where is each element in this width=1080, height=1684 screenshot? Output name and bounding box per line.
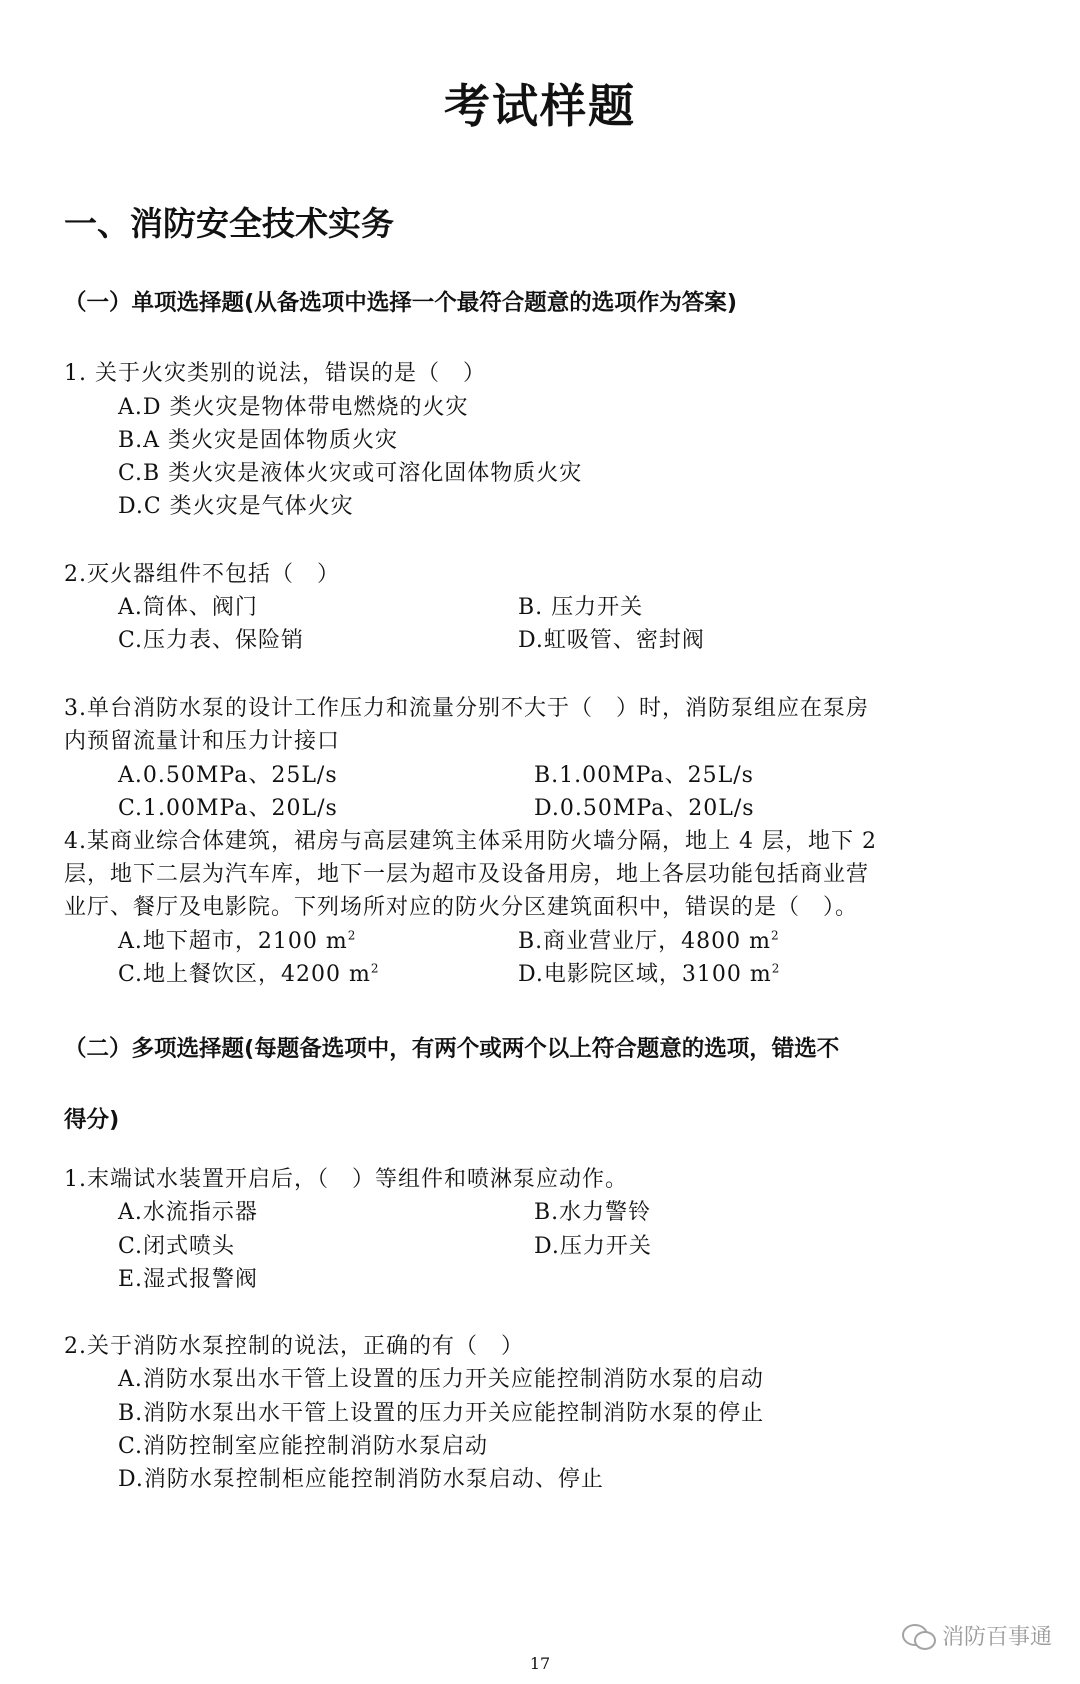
page-title: 考试样题 [444,79,636,133]
mc-question-2-option-b: B.消防水泵出水干管上设置的压力开关应能控制消防水泵的停止 [118,1401,765,1426]
mc-question-2-option-d: D.消防水泵控制柜应能控制消防水泵启动、停止 [118,1467,604,1492]
question-3-option-b: B.1.00MPa、25L/s [534,763,754,788]
question-3-option-c: C.1.00MPa、20L/s [118,796,338,821]
question-4-stem-line1: 4.某商业综合体建筑，裙房与高层建筑主体采用防火墙分隔，地上 4 层，地下 2 [64,829,877,854]
question-4-option-d [518,957,780,988]
question-4-option-d-text: D.电影院区域，3100 m [518,962,772,987]
page-number: 17 [529,1654,551,1673]
mc-question-2-option-a: A.消防水泵出水干管上设置的压力开关应能控制消防水泵的启动 [118,1367,764,1392]
question-4-option-c [118,957,380,988]
question-4-stem-line2: 层，地下二层为汽车库，地下一层为超市及设备用房，地上各层功能包括商业营 [64,862,870,887]
area-unit-superscript: 2 [771,928,780,943]
question-2-stem: 2.灭火器组件不包括（ ） [64,562,340,587]
mc-question-1-option-e: E.湿式报警阀 [118,1267,259,1292]
question-3-stem-line2: 内预留流量计和压力计接口 [64,729,341,754]
question-2-option-a: A.筒体、阀门 [118,595,258,620]
question-1-option-b: B.A 类火灾是固体物质火灾 [118,428,399,453]
question-2-option-b: B. 压力开关 [518,595,644,620]
area-unit-superscript: 2 [347,928,357,943]
mc-question-1-stem: 1.末端试水装置开启后，（ ）等组件和喷淋泵应动作。 [64,1167,628,1192]
question-4-option-b-text: B.商业营业厅，4800 m [518,929,772,954]
wechat-icon [902,1622,936,1650]
question-2-option-d: D.虹吸管、密封阀 [518,628,705,653]
multiple-choice-heading-line1: （二）多项选择题(每题备选项中，有两个或两个以上符合题意的选项，错选不 [64,1036,840,1062]
mc-question-2-option-c: C.消防控制室应能控制消防水泵启动 [118,1434,489,1459]
mc-question-1-option-c: C.闭式喷头 [118,1234,236,1259]
area-unit-superscript: 2 [771,961,781,976]
question-1-stem: 1. 关于火灾类别的说法，错误的是（ ） [64,361,486,386]
question-1-option-d: D.C 类火灾是气体火灾 [118,494,354,519]
question-3-option-d: D.0.50MPa、20L/s [534,796,755,821]
mc-question-2-stem: 2.关于消防水泵控制的说法，正确的有（ ） [64,1334,524,1359]
question-4-option-a-text: A.地下超市，2100 m [118,929,348,954]
question-4-option-c-text: C.地上餐饮区，4200 m [118,962,371,987]
mc-question-1-option-d: D.压力开关 [534,1234,652,1259]
mc-question-1-option-a: A.水流指示器 [118,1200,258,1225]
question-1-option-c: C.B 类火灾是液体火灾或可溶化固体物质火灾 [118,461,583,486]
area-unit-superscript: 2 [370,961,380,976]
question-3-stem-line1: 3.单台消防水泵的设计工作压力和流量分别不大于（ ）时，消防泵组应在泵房 [64,696,869,721]
question-4-option-b [518,924,780,955]
single-choice-heading: （一）单项选择题(从备选项中选择一个最符合题意的选项作为答案) [64,290,738,316]
multiple-choice-heading-line2: 得分) [64,1107,120,1133]
section-heading: 一、消防安全技术实务 [64,204,394,243]
question-4-stem-line3: 业厅、餐厅及电影院。下列场所对应的防火分区建筑面积中，错误的是（ ）。 [64,895,859,920]
question-3-option-a: A.0.50MPa、25L/s [118,763,338,788]
watermark-text: 消防百事通 [941,1625,1052,1650]
question-4-option-a [118,924,356,955]
watermark [902,1620,1052,1651]
question-2-option-c: C.压力表、保险销 [118,628,305,653]
mc-question-1-option-b: B.水力警铃 [534,1200,652,1225]
question-1-option-a: A.D 类火灾是物体带电燃烧的火灾 [118,395,469,420]
